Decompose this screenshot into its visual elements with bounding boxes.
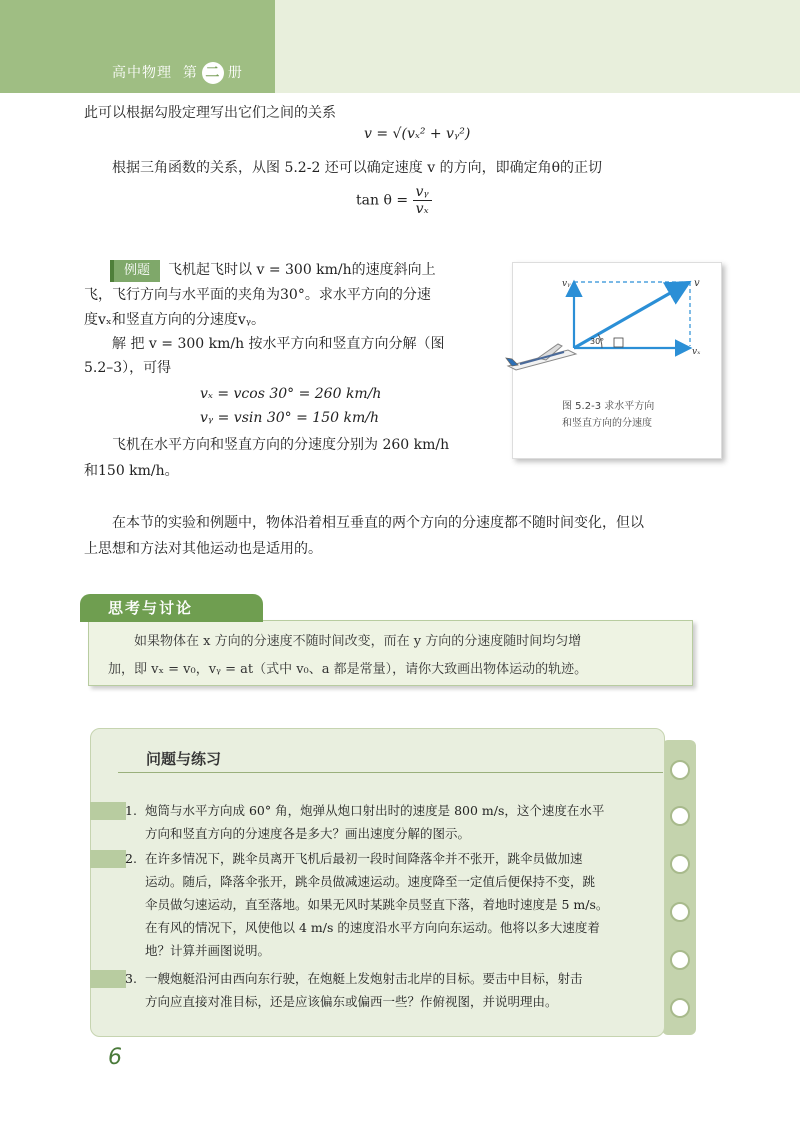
book-title: 高中物理 (112, 65, 172, 81)
exercise-line: 地？计算并画图说明。 (145, 943, 271, 958)
figure-caption (562, 398, 692, 432)
exercise-divider (118, 772, 663, 773)
exercise-line: 炮筒与水平方向成 60° 角，炮弹从炮口射出时的速度是 800 m/s，这个速度在水平 (145, 803, 605, 818)
example-line-3: 度vₓ和竖直方向的分速度vᵧ。 (84, 312, 266, 328)
volume-prefix: 第 (182, 65, 198, 81)
exercise-line: 运动。随后，降落伞张开，跳伞员做减速运动。速度降至一定值后便保持不变，跳 (145, 874, 596, 889)
running-header (112, 62, 243, 84)
example-line-2: 飞，飞行方向与水平面的夹角为30°。求水平方向的分速 (84, 287, 431, 303)
exercise-number-bar (90, 802, 126, 820)
binder-strip (662, 740, 696, 1035)
paragraph-trig: 根据三角函数的关系，从图 5.2-2 还可以确定速度 v 的方向，即确定角θ的正切 (112, 160, 603, 176)
volume-suffix: 册 (227, 65, 243, 81)
discussion-line-2: 加，即 vₓ = v₀，vᵧ = at（式中 v₀、a 都是常量），请你大致画出物体运动的轨迹。 (108, 662, 588, 677)
solution-line-1: 解 把 v = 300 km/h 按水平方向和竖直方向分解（图 (112, 336, 445, 352)
exercise-item-1 (125, 799, 650, 845)
paragraph-line-1: 在本节的实验和例题中，物体沿着相互垂直的两个方向的分速度都不随时间变化，但以 (112, 515, 644, 531)
binder-ring (670, 998, 690, 1018)
caption-line-1: 图 5.2-3 求水平方向 (562, 401, 655, 412)
exercise-number-bar (90, 850, 126, 868)
example-line-1: 飞机起飞时以 v = 300 km/h的速度斜向上 (168, 262, 436, 278)
formula-tangent (356, 184, 432, 217)
label-v: v (694, 278, 700, 289)
velocity-diagram (498, 262, 720, 402)
example-heading-line (110, 259, 510, 282)
equation-vx: vₓ = vcos 30° = 260 km/h (200, 386, 382, 402)
exercise-number: 1. (125, 803, 137, 818)
exercise-title: 问题与练习 (146, 750, 222, 768)
binder-ring (670, 854, 690, 874)
label-vy: vᵧ (562, 279, 571, 289)
exercise-line: 方向和竖直方向的分速度各是多大？画出速度分解的图示。 (145, 826, 471, 841)
volume-number-badge: 二 (202, 62, 224, 84)
solution-line-2: 5.2–3），可得 (84, 360, 172, 376)
formula-lhs: v (364, 126, 372, 142)
caption-line-2: 和竖直方向的分速度 (562, 418, 652, 429)
page-number: 6 (108, 1045, 122, 1070)
exercise-item-2 (125, 847, 650, 962)
tan-fraction (413, 184, 432, 217)
exercise-item-3 (125, 967, 650, 1013)
angle-box (614, 338, 623, 347)
tan-numerator: vᵧ (413, 184, 432, 201)
binder-ring (670, 902, 690, 922)
label-vx: vₓ (692, 347, 701, 357)
formula-speed-magnitude (364, 126, 470, 142)
equation-vy: vᵧ = vsin 30° = 150 km/h (200, 410, 379, 426)
conclusion-line-1: 飞机在水平方向和竖直方向的分速度分别为 260 km/h (112, 437, 450, 453)
discussion-line-1: 如果物体在 x 方向的分速度不随时间改变，而在 y 方向的分速度随时间均匀增 (134, 634, 582, 649)
exercise-line: 在许多情况下，跳伞员离开飞机后最初一段时间降落伞并不张开，跳伞员做加速 (145, 851, 583, 866)
example-badge: 例题 (110, 260, 160, 282)
label-angle: 30° (590, 337, 605, 346)
header-band-pale (275, 0, 800, 93)
discussion-title: 思考与讨论 (108, 599, 194, 617)
binder-ring (670, 806, 690, 826)
discussion-text (108, 628, 683, 684)
exercise-number-bar (90, 970, 126, 988)
paragraph-pythagoras: 此可以根据勾股定理写出它们之间的关系 (84, 105, 336, 121)
airplane-icon (506, 344, 576, 370)
formula-rhs: = √(vₓ² + vᵧ²) (376, 126, 471, 142)
tan-lhs: tan θ = (356, 192, 409, 209)
exercise-number: 3. (125, 971, 137, 986)
tan-denominator: vₓ (415, 201, 429, 217)
exercise-line: 在有风的情况下，风使他以 4 m/s 的速度沿水平方向向东运动。他将以多大速度着 (145, 920, 600, 935)
conclusion-line-2: 和150 km/h。 (84, 463, 179, 479)
exercise-line: 一艘炮艇沿河由西向东行驶，在炮艇上发炮射击北岸的目标。要击中目标，射击 (145, 971, 583, 986)
paragraph-line-2: 上思想和方法对其他运动也是适用的。 (84, 541, 322, 557)
exercise-line: 伞员做匀速运动，直至落地。如果无风时某跳伞员竖直下落，着地时速度是 5 m/s。 (145, 897, 609, 912)
exercise-line: 方向应直接对准目标，还是应该偏东或偏西一些？作俯视图，并说明理由。 (145, 994, 558, 1009)
binder-ring (670, 760, 690, 780)
binder-ring (670, 950, 690, 970)
exercise-number: 2. (125, 851, 137, 866)
